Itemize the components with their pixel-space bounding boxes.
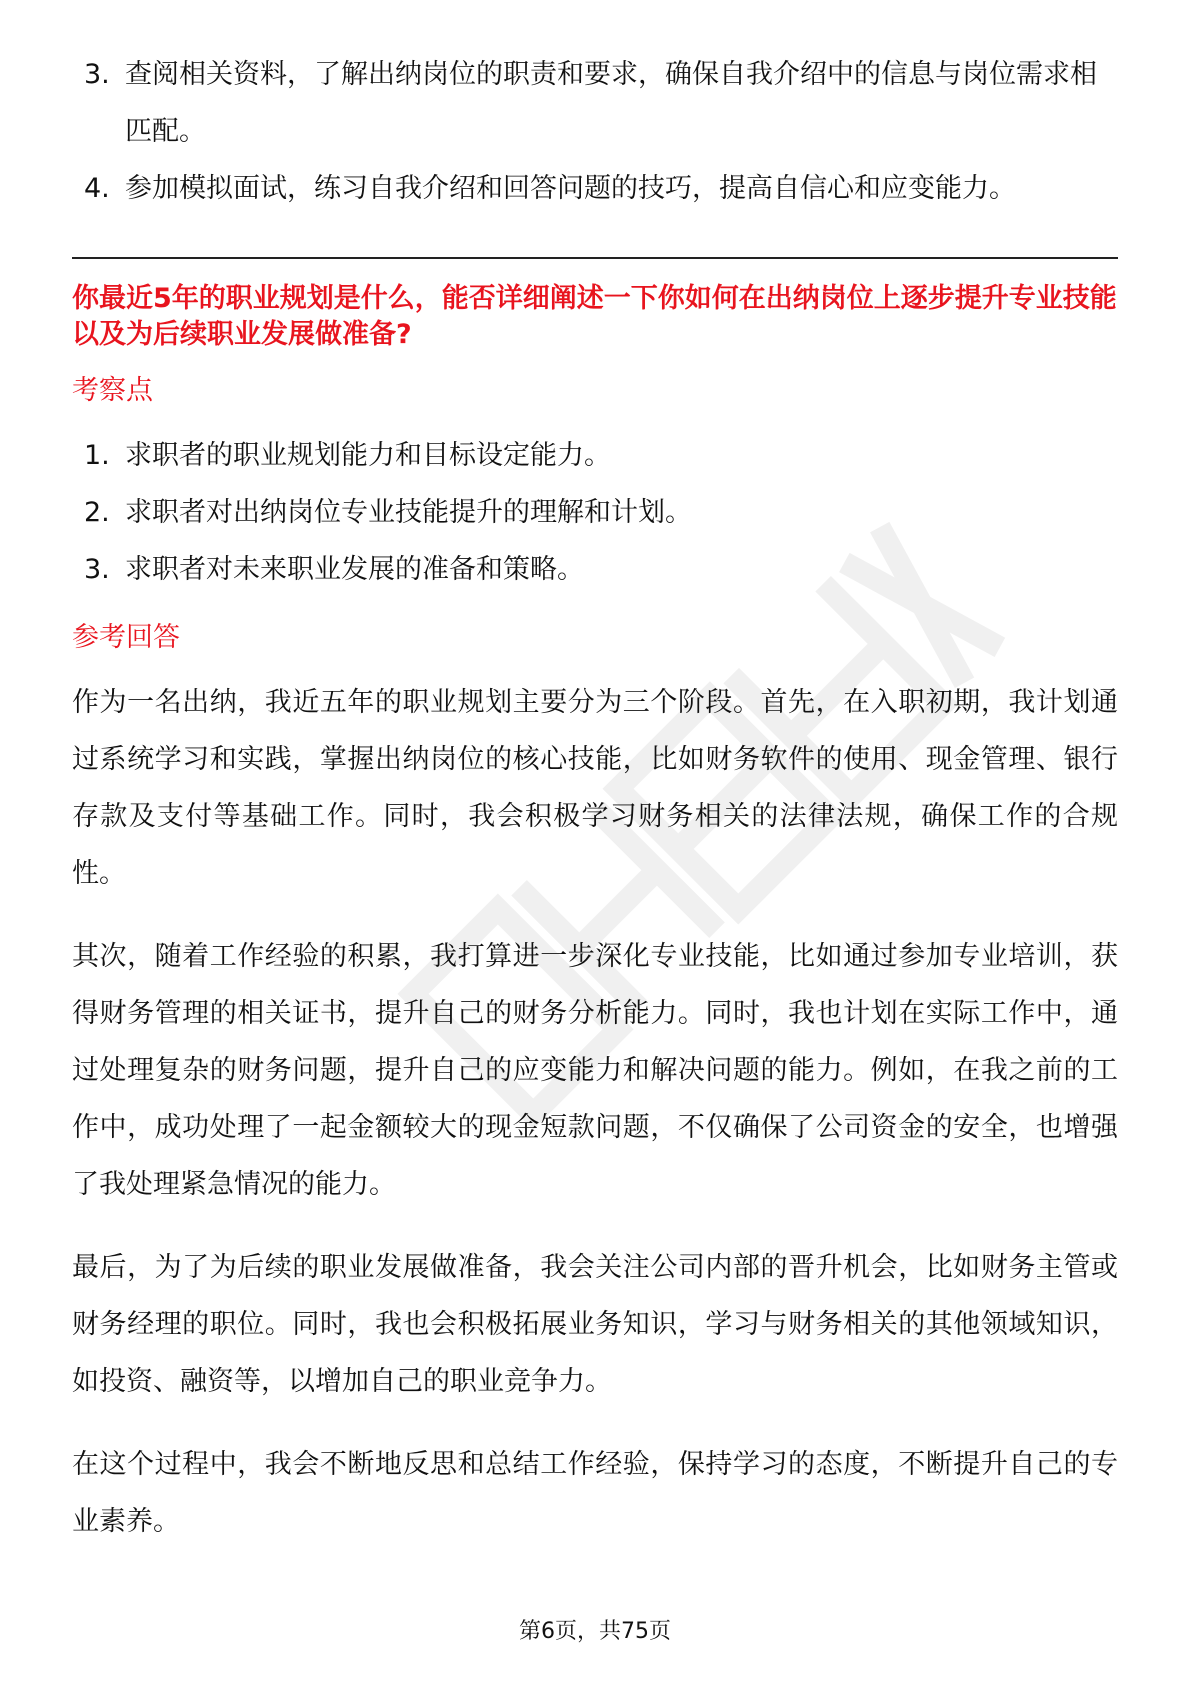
focus-points-list (72, 427, 1118, 598)
list-item-number: 2. (84, 497, 110, 528)
previous-answer-list (72, 46, 1118, 217)
interview-question: 你最近5年的职业规划是什么，能否详细阐述一下你如何在出纳岗位上逐步提升专业技能以及为后续职业发展做准备? (72, 283, 1117, 350)
section-divider (72, 257, 1118, 259)
list-item (72, 541, 1118, 598)
list-item-text: 求职者的职业规划能力和目标设定能力。 (125, 440, 611, 471)
answer-paragraph: 在这个过程中，我会不断地反思和总结工作经验，保持学习的态度，不断提升自己的专业素养。 (72, 1449, 1118, 1537)
answer-paragraph: 作为一名出纳，我近五年的职业规划主要分为三个阶段。首先，在入职初期，我计划通过系统学习和实践，掌握出纳岗位的核心技能，比如财务软件的使用、现金管理、银行存款及支付等基础工作。同时，我会积极学习财务相关的法律法规，确保工作的合规性。 (72, 687, 1118, 889)
answer-paragraph: 其次，随着工作经验的积累，我打算进一步深化专业技能，比如通过参加专业培训，获得财务管理的相关证书，提升自己的财务分析能力。同时，我也计划在实际工作中，通过处理复杂的财务问题，提升自己的应变能力和解决问题的能力。例如，在我之前的工作中，成功处理了一起金额较大的现金短款问题，不仅确保了公司资金的安全，也增强了我处理紧急情况的能力。 (72, 941, 1118, 1200)
focus-points-heading: 考察点 (72, 375, 153, 406)
list-item-text: 查阅相关资料，了解出纳岗位的职责和要求，确保自我介绍中的信息与岗位需求相匹配。 (125, 59, 1097, 147)
page-content (72, 46, 1118, 1576)
list-item-number: 1. (84, 440, 110, 471)
list-item-number: 3. (84, 554, 110, 585)
list-item-text: 求职者对未来职业发展的准备和策略。 (125, 554, 584, 585)
list-item-text: 参加模拟面试，练习自我介绍和回答问题的技巧，提高自信心和应变能力。 (125, 173, 1016, 204)
reference-answer-heading: 参考回答 (72, 622, 180, 653)
list-item-number: 3. (84, 59, 110, 90)
list-item-text: 求职者对出纳岗位专业技能提升的理解和计划。 (125, 497, 692, 528)
answer-paragraph: 最后，为了为后续的职业发展做准备，我会关注公司内部的晋升机会，比如财务主管或财务经理的职位。同时，我也会积极拓展业务知识，学习与财务相关的其他领域知识，如投资、融资等，以增加自己的职业竞争力。 (72, 1252, 1118, 1397)
list-item (72, 484, 1118, 541)
list-item (72, 46, 1118, 160)
list-item-number: 4. (84, 173, 110, 204)
list-item (72, 160, 1118, 217)
page-number-footer: 第6页，共75页 (519, 1619, 671, 1644)
list-item (72, 427, 1118, 484)
